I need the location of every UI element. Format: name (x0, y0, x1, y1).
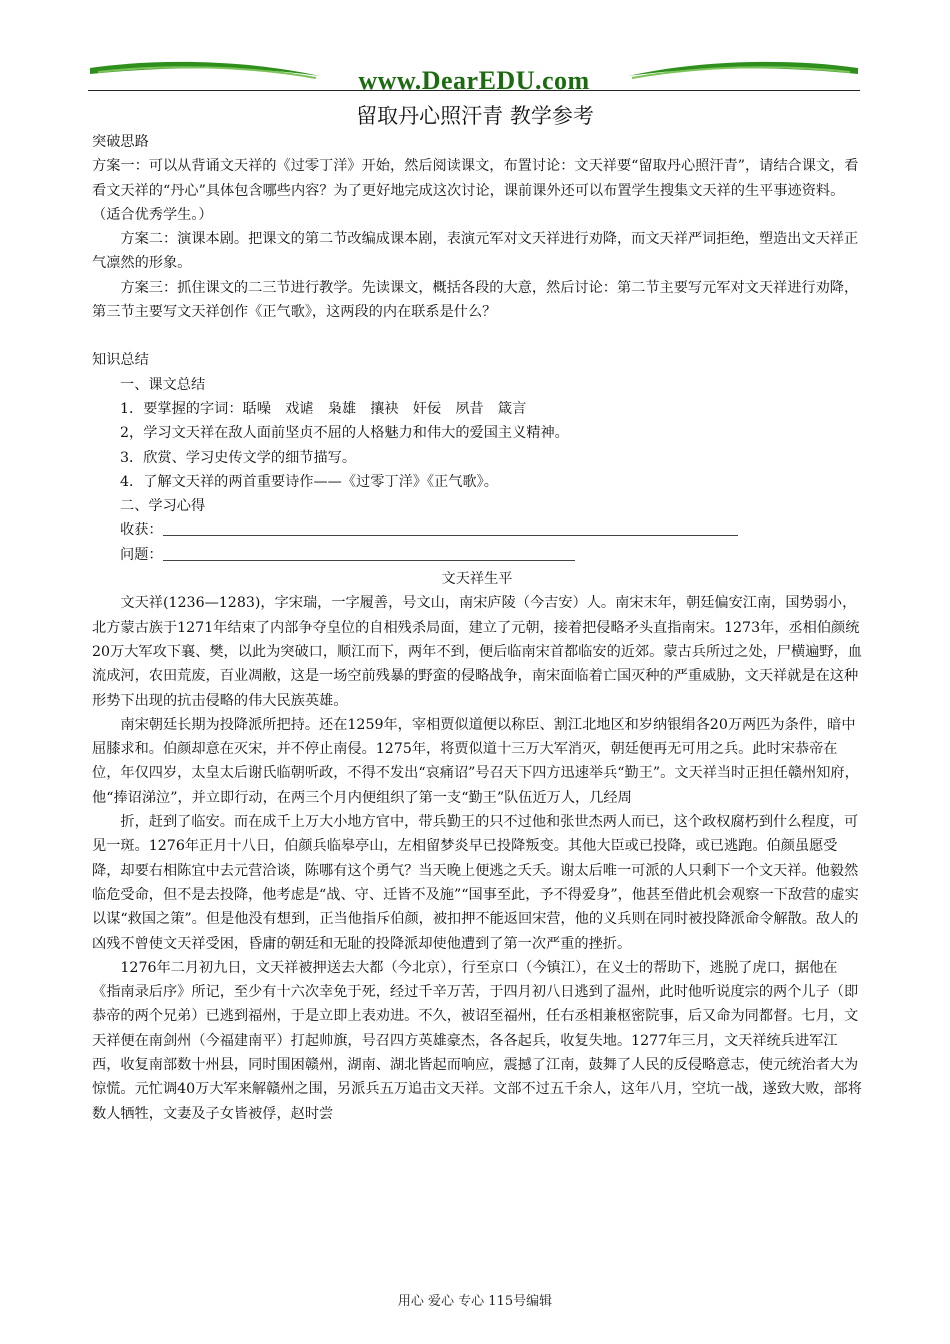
gain-label: 收获： (120, 522, 163, 539)
question-line (92, 543, 862, 567)
plan-1: 方案一：可以从背诵文天祥的《过零丁洋》开始，然后阅读课文，布置讨论：文天祥要“留取丹心照汗青”，请结合课文，看看文天祥的“丹心”具体包含哪些内容？为了更好地完成这次讨论，课前课外还可以布置学生搜集文天祥的生平事迹资料。（适合优秀学生。） (92, 158, 859, 223)
plan-2: 方案二：演课本剧。把课文的第二节改编成课本剧，表演元军对文天祥进行劝降，而文天祥严词拒绝，塑造出文天祥正气凛然的形象。 (92, 231, 859, 272)
document-body (92, 130, 862, 1126)
summary-heading: 知识总结 (92, 352, 149, 369)
question-blank[interactable] (163, 546, 575, 561)
biography-heading: 文天祥生平 (441, 571, 513, 588)
page-title: 留取丹心照汗青 教学参考 (356, 104, 594, 128)
biography-paragraph: 文天祥(1236—1283)，字宋瑞，一字履善，号文山，南宋庐陵（今吉安）人。南宋末年，朝廷偏安江南，国势弱小，北方蒙古族于1271年结束了内部争夺皇位的自相残杀局面，建立了元朝，接着把侵略矛头直指南宋。1273年，丞相伯颜统20万大军攻下襄、樊，以此为突破口，顺江而下，两年不到，便后临南宋首都临安的近郊。蒙古兵所过之处，尸横遍野，血流成河，农田荒废，百业凋敝，这是一场空前残暴的野蛮的侵略战争，南宋面临着亡国灭种的严重威胁，文天祥就是在这种形势下出现的抗击侵略的伟大民族英雄。 (92, 595, 862, 709)
summary-item-4: 4．了解文天祥的两首重要诗作——《过零丁洋》《正气歌》。 (120, 473, 498, 490)
summary-sub1: 一、课文总结 (120, 376, 206, 393)
site-logo: www.DearEDU.com (358, 66, 590, 95)
plan-3: 方案三：抓住课文的二三节进行教学。先读课文，概括各段的大意，然后讨论：第二节主要写元军对文天祥进行劝降，第三节主要写文天祥创作《正气歌》，这两段的内在联系是什么？ (92, 279, 859, 321)
gain-line (92, 518, 862, 542)
spacer (92, 324, 862, 348)
page-footer: 用心 爱心 专心 115号编辑 (397, 1294, 553, 1309)
gain-blank[interactable] (163, 521, 738, 536)
breakthrough-heading: 突破思路 (92, 134, 149, 150)
biography-paragraph: 折，赶到了临安。而在成千上万大小地方官中，带兵勤王的只不过他和张世杰两人而已，这个政权腐朽到什么程度，可见一斑。1276年正月十八日，伯颜兵临皋亭山，左相留梦炎早已投降叛变。其他大臣或已投降，或已逃跑。伯颜虽愿受降，却要右相陈宜中去元营洽谈，陈哪有这个勇气？当天晚上便逃之夭夭。谢太后唯一可派的人只剩下一个文天祥。他毅然临危受命，但不是去投降，他考虑是“战、守、迁皆不及施”“国事至此，予不得爱身”，他甚至借此机会观察一下敌营的虚实以谋“救国之策”。但是他没有想到，正当他指斥伯颜，被扣押不能返回宋营，他的义兵则在同时被投降派命令解散。敌人的凶残不曾使文天祥受困，昏庸的朝廷和无耻的投降派却使他遭到了第一次严重的挫折。 (92, 814, 859, 952)
summary-sub2: 二、学习心得 (120, 498, 206, 515)
biography-paragraph: 1276年二月初九日，文天祥被押送去大都（今北京），行至京口（今镇江），在义士的帮助下，逃脱了虎口，据他在《指南录后序》所记，至少有十六次幸免于死，经过千辛万苦，于四月初八日逃到了温州，此时他听说度宗的两个儿子（即恭帝的两个兄弟）已逃到福州，于是立即上表劝进。不久，被诏至福州，任右丞相兼枢密院事，后又命为同都督。七月，文天祥便在南剑州（今福建南平）打起帅旗，号召四方英雄豪杰，各各起兵，收复失地。1277年三月，文天祥统兵进军江西，收复南部数十州县，同时围困赣州，湖南、湖北皆起而响应，震撼了江南，鼓舞了人民的反侵略意志，使元统治者大为惊慌。元忙调40万大军来解赣州之围，另派兵五万追击文天祥。文部不过五千余人，这年八月，空坑一战，遂致大败，部将数人牺牲，文妻及子女皆被俘，赵时尝 (92, 959, 862, 1122)
biography-paragraph: 南宋朝廷长期为投降派所把持。还在1259年，宰相贾似道便以称臣、割江北地区和岁纳银绢各20万两匹为条件，暗中屈膝求和。伯颜却意在灭宋，并不停止南侵。1275年，将贾似道十三万大军消灭，朝廷便再无可用之兵。此时宋恭帝在位，年仅四岁，太皇太后谢氏临朝听政，不得不发出“哀痛诏”号召天下四方迅速举兵“勤王”。文天祥当时正担任赣州知府，他“捧诏涕泣”，并立即行动，在两三个月内便组织了第一支“勤王”队伍近万人，几经周 (92, 716, 859, 806)
summary-item-3: 3．欣赏、学习史传文学的细节描写。 (120, 449, 357, 466)
summary-item-2: 2，学习文天祥在敌人面前坚贞不屈的人格魅力和伟大的爱国主义精神。 (120, 425, 569, 442)
header-rule (88, 90, 860, 91)
question-label: 问题： (120, 546, 163, 563)
header-banner (88, 52, 860, 102)
summary-item-1: 1．要掌握的字词：聒噪 戏谑 枭雄 攘袂 奸佞 夙昔 箴言 (120, 400, 527, 417)
